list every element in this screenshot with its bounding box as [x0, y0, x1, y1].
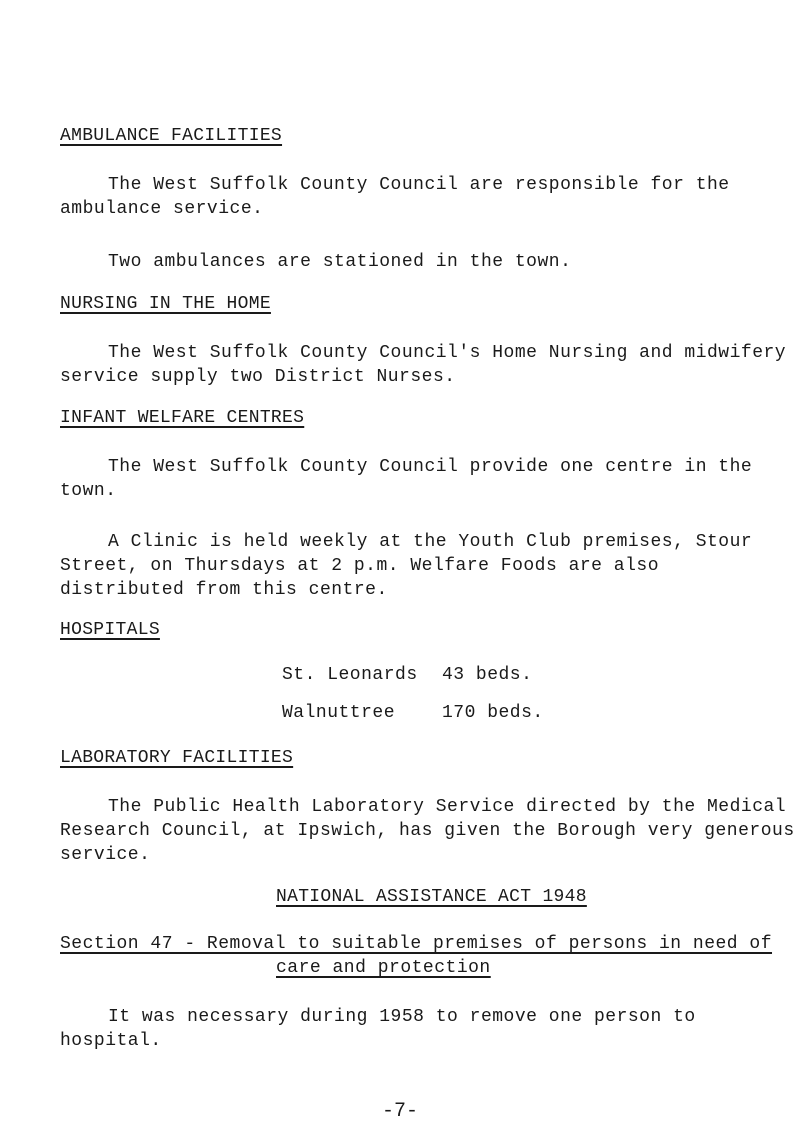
ambulance-heading: AMBULANCE FACILITIES [60, 126, 283, 146]
laboratory-paragraph-line-3: service. [60, 845, 151, 865]
laboratory-paragraph-line-1: The Public Health Laboratory Service directed by the Medical [108, 797, 787, 817]
page-number: -7- [381, 1100, 418, 1123]
clinic-paragraph-line-2: Street, on Thursdays at 2 p.m. Welfare Foods are also [60, 556, 659, 576]
hospital-row [282, 703, 544, 723]
ambulance-paragraph-2: Two ambulances are stationed in the town. [108, 252, 572, 272]
laboratory-paragraph-line-2: Research Council, at Ipswich, has given the Borough very generous [60, 821, 795, 841]
clinic-paragraph-line-3: distributed from this centre. [60, 580, 388, 600]
nursing-paragraph-line-1: The West Suffolk County Council's Home Nursing and midwifery [108, 343, 787, 363]
section-47-title-line-1: Section 47 - Removal to suitable premises of persons in need of [60, 934, 773, 954]
national-assistance-heading: NATIONAL ASSISTANCE ACT 1948 [276, 887, 587, 907]
hospital-name: Walnuttree [282, 703, 396, 723]
infant-welfare-heading: INFANT WELFARE CENTRES [60, 408, 305, 428]
nursing-heading: NURSING IN THE HOME [60, 294, 271, 314]
ambulance-paragraph-line-2: ambulance service. [60, 199, 264, 219]
hospitals-heading: HOSPITALS [60, 620, 160, 640]
hospital-beds: 43 beds. [442, 665, 533, 685]
hospital-row [282, 665, 532, 685]
clinic-paragraph-line-1: A Clinic is held weekly at the Youth Club premises, Stour [108, 532, 753, 552]
nursing-paragraph-line-2: service supply two District Nurses. [60, 367, 456, 387]
laboratory-heading: LABORATORY FACILITIES [60, 748, 294, 768]
hospital-beds: 170 beds. [442, 703, 544, 723]
hospital-name: St. Leonards [282, 665, 418, 685]
infant-paragraph-line-2: town. [60, 481, 117, 501]
ambulance-paragraph-line-1: The West Suffolk County Council are responsible for the [108, 175, 730, 195]
section-47-title-line-2: care and protection [276, 958, 491, 978]
removal-paragraph-line-1: It was necessary during 1958 to remove one person to [108, 1007, 696, 1027]
infant-paragraph-line-1: The West Suffolk County Council provide one centre in the [108, 457, 753, 477]
removal-paragraph-line-2: hospital. [60, 1031, 162, 1051]
